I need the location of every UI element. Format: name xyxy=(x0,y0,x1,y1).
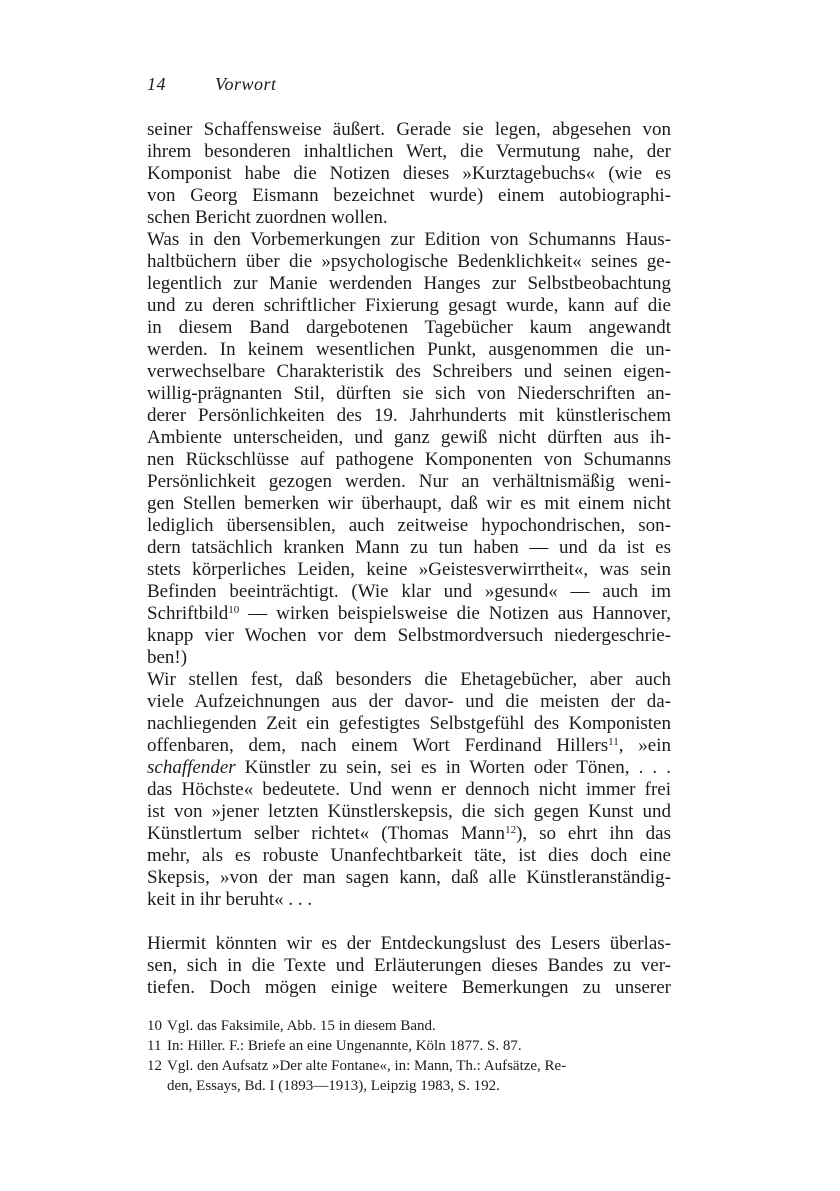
text-line: legentlich zur Manie werdenden Hanges zur Selbstbeobachtung xyxy=(147,273,671,294)
footnote xyxy=(147,1056,566,1076)
text-line: seiner Schaffensweise äußert. Gerade sie legen, abgesehen von xyxy=(147,119,671,140)
text-line: Komponist habe die Notizen dieses »Kurztagebuchs« (wie es xyxy=(147,163,671,184)
text-line: ist von »jener letzten Künstlerskepsis, die sich gegen Kunst und xyxy=(147,801,671,822)
text-segment: — wirken beispielsweise die Notizen aus Hannover, xyxy=(248,603,671,624)
text-line: in diesem Band dargebotenen Tagebücher kaum angewandt xyxy=(147,317,671,338)
footnote-text: Vgl. das Faksimile, Abb. 15 in diesem Band. xyxy=(167,1018,436,1034)
text-line: ihrem besonderen inhaltlichen Wert, die Vermutung nahe, der xyxy=(147,141,671,162)
text-segment: Künstler zu sein, sei es in Worten oder Tönen, . . . xyxy=(235,757,671,778)
text-line: derer Persönlichkeiten des 19. Jahrhunderts mit künstlerischem xyxy=(147,405,671,426)
text-line: lediglich übersensiblen, auch zeitweise hypochondrischen, son- xyxy=(147,515,671,536)
text-line: Persönlichkeit gezogen werden. Nur an verhältnismäßig weni- xyxy=(147,471,671,492)
footnote xyxy=(147,1036,522,1056)
text-line: Hiermit könnten wir es der Entdeckungslust des Lesers überlas- xyxy=(147,933,671,954)
text-segment: ), so ehrt ihn das xyxy=(516,823,671,844)
text-line: schen Bericht zuordnen wollen. xyxy=(147,207,388,228)
text-line: Befinden beeinträchtigt. (Wie klar und »gesund« — auch im xyxy=(147,581,671,602)
footnote-number: 10 xyxy=(147,1018,162,1034)
text-line xyxy=(147,823,671,844)
text-line: nen Rückschlüsse auf pathogene Komponenten von Schumanns xyxy=(147,449,671,470)
page-number: 14 xyxy=(147,74,166,94)
text-line: werden. In keinem wesentlichen Punkt, ausgenommen die un- xyxy=(147,339,671,360)
text-line: haltbüchern über die »psychologische Bedenklichkeit« seines ge- xyxy=(147,251,671,272)
text-line: das Höchste« bedeutete. Und wenn er dennoch nicht immer frei xyxy=(147,779,671,800)
text-line: Wir stellen fest, daß besonders die Ehetagebücher, aber auch xyxy=(147,669,671,690)
text-line: tiefen. Doch mögen einige weitere Bemerkungen zu unserer xyxy=(147,977,671,998)
text-segment: Künstlertum selber richtet« (Thomas Mann xyxy=(147,823,506,844)
emphasis-text: schaffender xyxy=(147,757,236,778)
running-header xyxy=(147,74,277,95)
footnote-number: 12 xyxy=(147,1058,162,1074)
footnote xyxy=(147,1016,436,1036)
text-line: knapp vier Wochen vor dem Selbstmordversuch niedergeschrie- xyxy=(147,625,671,646)
footnote-ref-12: 12 xyxy=(505,824,517,836)
text-line: ben!) xyxy=(147,647,188,668)
text-line xyxy=(147,603,671,624)
text-line: von Georg Eismann bezeichnet wurde) einem autobiographi- xyxy=(147,185,671,206)
text-line: dern tatsächlich kranken Mann zu tun haben — und da ist es xyxy=(147,537,671,558)
text-line: willig-prägnanten Stil, dürften sie sich von Niederschriften an- xyxy=(147,383,671,404)
text-line: mehr, als es robuste Unanfechtbarkeit täte, ist dies doch eine xyxy=(147,845,671,866)
text-line xyxy=(147,735,671,756)
text-line: keit in ihr beruht« . . . xyxy=(147,889,313,910)
text-line xyxy=(147,757,671,778)
footnote-ref-10: 10 xyxy=(228,604,240,616)
text-segment: , »ein xyxy=(618,735,671,756)
text-line: Skepsis, »von der man sagen kann, daß alle Künstleranständig- xyxy=(147,867,671,888)
text-line: verwechselbare Charakteristik des Schreibers und seinen eigen- xyxy=(147,361,671,382)
text-line: viele Aufzeichnungen aus der davor- und die meisten der da- xyxy=(147,691,671,712)
text-segment: Schriftbild xyxy=(147,603,229,624)
footnote-text: Vgl. den Aufsatz »Der alte Fontane«, in: Mann, Th.: Aufsätze, Re- xyxy=(167,1058,567,1074)
footnote-text: In: Hiller. F.: Briefe an eine Ungenannte, Köln 1877. S. 87. xyxy=(167,1038,522,1054)
footnote-continuation: den, Essays, Bd. I (1893—1913), Leipzig 1983, S. 192. xyxy=(167,1078,500,1094)
text-line: gen Stellen bemerken wir überhaupt, daß wir es mit einem nicht xyxy=(147,493,671,514)
text-line: sen, sich in die Texte und Erläuterungen dieses Bandes zu ver- xyxy=(147,955,671,976)
header-title: Vorwort xyxy=(215,74,277,94)
text-line: und zu deren schriftlicher Fixierung gesagt wurde, kann auf die xyxy=(147,295,671,316)
text-line: nachliegenden Zeit ein gefestigtes Selbstgefühl des Komponisten xyxy=(147,713,671,734)
footnote-ref-11: 11 xyxy=(608,736,619,748)
footnote-number: 11 xyxy=(147,1038,162,1054)
text-line: stets körperliches Leiden, keine »Geistesverwirrtheit«, was sein xyxy=(147,559,671,580)
text-segment: offenbaren, dem, nach einem Wort Ferdinand Hillers xyxy=(147,735,609,756)
text-line: Was in den Vorbemerkungen zur Edition von Schumanns Haus- xyxy=(147,229,671,250)
text-line: Ambiente unterscheiden, und ganz gewiß nicht dürften aus ih- xyxy=(147,427,671,448)
